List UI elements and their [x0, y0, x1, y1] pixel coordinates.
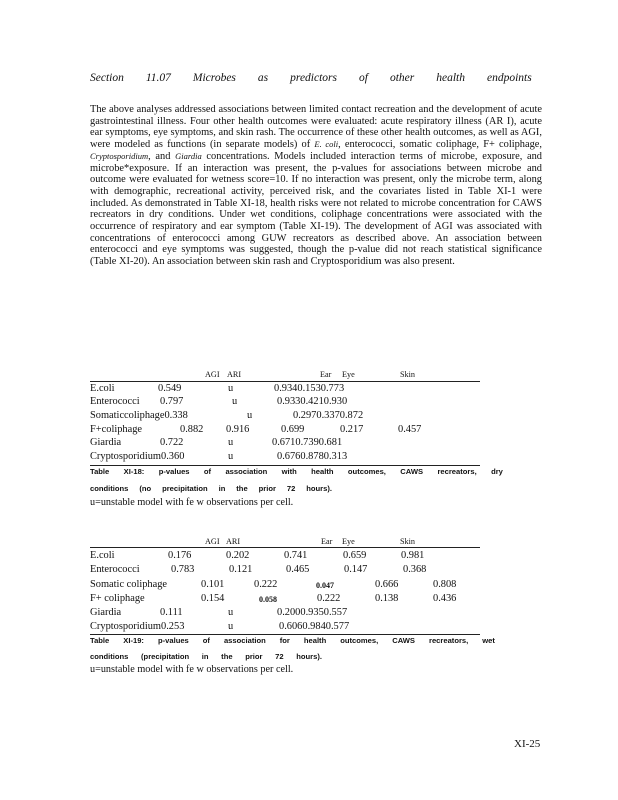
row-label: Somaticcoliphage0.338: [90, 410, 188, 421]
paragraph-italic-giardia: Giardia: [175, 150, 202, 161]
cell-ear-eye-skin: 0.6710.7390.681: [272, 437, 343, 448]
cell-ear: 0.465: [286, 564, 310, 575]
cell-ear-eye-skin: 0.2000.9350.557: [277, 607, 348, 618]
cell-agi: 0.549: [158, 383, 182, 394]
paragraph-text: The above analyses addressed associations between limited contact recreation and the development of acute gastrointestinal illness. Four other health outcomes were evaluated: acute respiratory illness (AR I), acute ear symptoms, eye symptoms, and skin rash. The occurrence of these other health outcomes, as well as AGI, were modeled as functions (in separate models) of: [90, 104, 542, 151]
caption-word: the: [236, 483, 248, 493]
cell-ear-eye-skin: 0.2970.3370.872: [293, 410, 364, 421]
caption-word: of: [203, 467, 212, 476]
cell-ear-eye-skin: 0.6760.8780.313: [277, 451, 348, 462]
cell-ari: 0.222: [254, 579, 278, 590]
cell-ari: 0.916: [226, 424, 250, 435]
col-header-ari: ARI: [226, 537, 241, 546]
cell-ear: 0.222: [317, 593, 341, 604]
caption-word: 72: [275, 651, 284, 661]
cell-agi: 0.111: [160, 607, 183, 618]
col-header-agi: AGI: [205, 370, 220, 379]
heading-word: other: [389, 72, 415, 84]
cell-eye: 0.666: [375, 579, 399, 590]
page-number: XI-25: [514, 738, 541, 750]
caption-word: hours).: [296, 651, 322, 661]
cell-skin: 0.981: [401, 550, 425, 561]
caption-word: XI-19:: [123, 636, 144, 645]
row-label: F+coliphage: [90, 424, 143, 435]
caption-word: prior: [258, 483, 276, 493]
cell-eye: 0.147: [344, 564, 368, 575]
col-header-skin: Skin: [400, 370, 416, 379]
paragraph-italic-ecoli: E. coli: [314, 139, 339, 150]
cell-skin: 0.368: [403, 564, 427, 575]
cell-ear-eye-skin: 0.6060.9840.577: [279, 621, 350, 632]
caption-word: precipitation: [162, 483, 208, 493]
col-header-ari: ARI: [227, 370, 242, 379]
table-rule-top: [90, 381, 480, 382]
caption-word: health: [303, 636, 327, 645]
col-header-agi: AGI: [205, 537, 220, 546]
caption-word: XI-18:: [123, 467, 145, 476]
row-label: E.coli: [90, 550, 115, 561]
caption-word: Table: [90, 636, 110, 645]
cell-ari: 0.121: [229, 564, 253, 575]
caption-word: CAWS: [400, 467, 424, 476]
row-label: Enterococci: [90, 396, 140, 407]
cell-ari: u: [228, 437, 234, 448]
cell-ear-eye-skin: 0.9330.4210.930: [277, 396, 348, 407]
caption-word: outcomes,: [340, 636, 379, 645]
heading-word: health: [436, 72, 465, 84]
caption-word: conditions: [90, 483, 129, 493]
cell-ari: u: [228, 607, 234, 618]
heading-word: Microbes: [192, 72, 236, 84]
cell-ari: u: [228, 621, 234, 632]
caption-word: recreators,: [429, 636, 469, 645]
cell-ari: u: [247, 410, 253, 421]
cell-agi: 0.101: [201, 579, 225, 590]
caption-word: with: [281, 467, 297, 476]
cell-ari: u: [232, 396, 238, 407]
cell-skin: 0.457: [398, 424, 422, 435]
caption-word: (precipitation: [141, 651, 190, 661]
paragraph-italic-crypto: Cryptosporidium: [90, 150, 149, 161]
caption-word: in: [201, 651, 209, 661]
row-label: Somatic coliphage: [90, 579, 168, 590]
cell-eye: 0.138: [375, 593, 399, 604]
col-header-ear: Ear: [320, 370, 332, 379]
heading-word: predictors: [290, 72, 337, 84]
caption-word: 72: [286, 483, 296, 493]
caption-word: p-values: [158, 467, 190, 476]
caption-word: recreators,: [437, 467, 477, 476]
table-rule-top: [90, 547, 480, 548]
section-heading: [90, 72, 554, 84]
caption-word: association: [225, 467, 268, 476]
heading-word: of: [359, 72, 368, 84]
caption-word: health: [311, 467, 334, 476]
cell-ear: 0.047: [316, 581, 334, 590]
cell-ari: 0.058: [259, 595, 277, 604]
caption-word: dry: [491, 467, 503, 476]
row-label: Giardia: [90, 607, 122, 618]
caption-word: (no: [139, 483, 152, 493]
cell-skin: 0.808: [433, 579, 457, 590]
paragraph-text: concentrations. Models included interaction terms of microbe, exposure, and microbe*exposure. If an interaction was present, the p-values for associations between microbe and outcome were evaluated for wetness score=10. If no interaction was present, only the microbe term, along with demographic, recreational activity, perceived risk, and the covariates listed in Table XI-1 were included. As demonstrated in Table XI-18, health risks were not related to microbe concentration for CAWS recreators in dry conditions. Under wet conditions, coliphage concentrations were associated with the occurrence of respiratory and ear symptom (Table XI-19). The development of AGI was associated with concentrations of enterococci among GUW recreators as described above. An association between enterococci and eye symptoms was suggested, though the p-value did not reach statistical significance (Table XI-20). An association between skin rash and Cryptosporidium was also present.: [90, 150, 543, 268]
cell-ari: u: [228, 383, 234, 394]
heading-word: as: [257, 72, 269, 84]
cell-agi: 0.154: [201, 593, 225, 604]
caption-word: outcomes,: [347, 467, 386, 476]
caption-word: wet: [482, 636, 495, 645]
cell-ari: 0.202: [226, 550, 250, 561]
cell-ear-eye-skin: 0.9340.1530.773: [274, 383, 345, 394]
table-caption: [90, 635, 510, 662]
cell-ear: 0.699: [281, 424, 305, 435]
caption-word: conditions: [90, 651, 129, 661]
paragraph-text: , and: [148, 150, 176, 162]
caption-word: p-values: [157, 636, 189, 645]
row-label: Giardia: [90, 437, 122, 448]
col-header-eye: Eye: [342, 370, 355, 379]
table-caption: [90, 466, 510, 494]
caption-word: the: [221, 651, 233, 661]
row-label: Cryptosporidium0.360: [90, 451, 185, 462]
caption-word: hours).: [306, 483, 332, 493]
table-note: u=unstable model with fe w observations per cell.: [90, 664, 294, 675]
cell-ear: 0.741: [284, 550, 308, 561]
row-label: Enterococci: [90, 564, 140, 575]
heading-word: endpoints: [486, 72, 532, 84]
cell-agi: 0.176: [168, 550, 192, 561]
heading-number: 11.07: [145, 72, 171, 84]
body-paragraph: [90, 104, 542, 268]
cell-eye: 0.217: [340, 424, 364, 435]
col-header-eye: Eye: [342, 537, 355, 546]
caption-word: for: [279, 636, 290, 645]
caption-word: Table: [90, 467, 110, 476]
cell-agi: 0.783: [171, 564, 195, 575]
cell-skin: 0.436: [433, 593, 457, 604]
row-label: E.coli: [90, 383, 115, 394]
cell-agi: 0.722: [160, 437, 184, 448]
col-header-ear: Ear: [321, 537, 333, 546]
cell-eye: 0.659: [343, 550, 367, 561]
caption-word: CAWS: [392, 636, 415, 645]
paragraph-text: , enterococci, somatic coliphage, F+ coliphage,: [338, 139, 542, 151]
heading-section-word: Section: [90, 72, 124, 84]
col-header-skin: Skin: [400, 537, 416, 546]
table-note: u=unstable model with fe w observations per cell.: [90, 497, 294, 508]
caption-word: of: [202, 636, 210, 645]
caption-word: prior: [245, 651, 263, 661]
cell-ari: u: [228, 451, 234, 462]
row-label: Cryptosporidium0.253: [90, 621, 185, 632]
cell-agi: 0.882: [180, 424, 204, 435]
caption-word: in: [218, 483, 226, 493]
caption-word: association: [223, 636, 266, 645]
row-label: F+ coliphage: [90, 593, 145, 604]
cell-agi: 0.797: [160, 396, 184, 407]
